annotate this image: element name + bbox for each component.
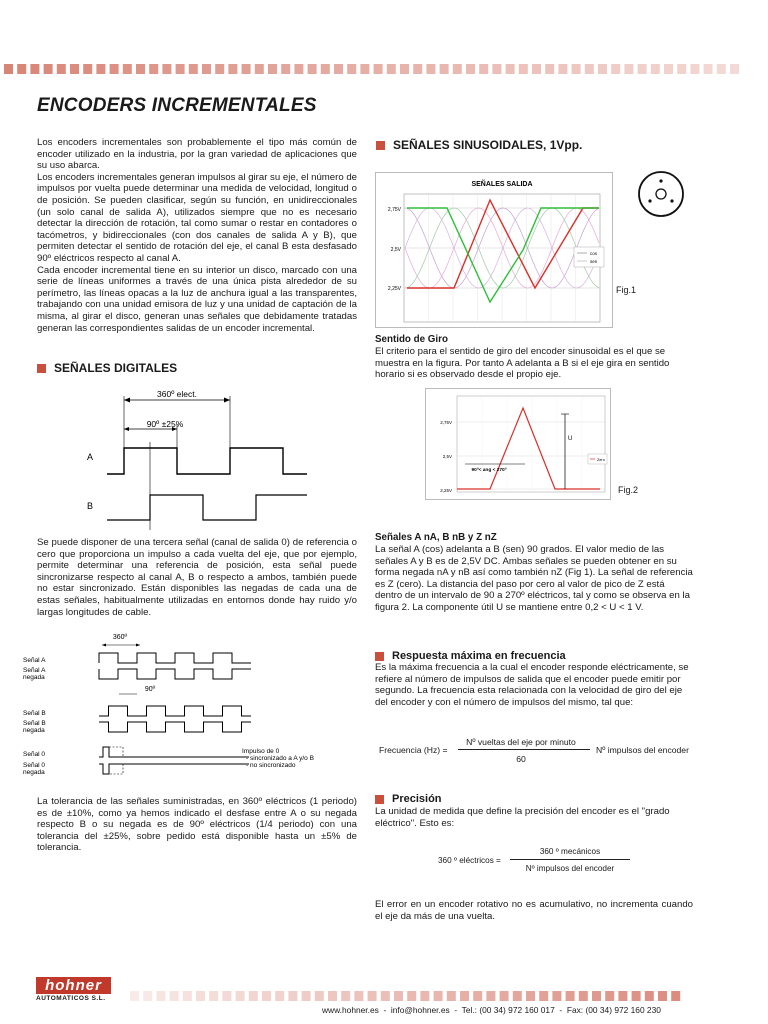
decor-block [651, 64, 660, 74]
decor-block [434, 991, 443, 1001]
decor-block [704, 64, 713, 74]
fig1-legend-sen: sen [590, 259, 598, 264]
decor-block [387, 64, 396, 74]
decor-block [228, 64, 237, 74]
decor-block [605, 991, 614, 1001]
formula-prec-line [510, 859, 630, 860]
max-frequency-text: Es la máxima frecuencia a la cual el encoder responde eléctricamente, se refiere al número de impulsos de salida que el encoder puede emitir por segundo. La frecuencia esta relacionada con la velocidad de giro del eje del encoder y con el número de impulsos del mismo, tal que: [375, 662, 689, 708]
sentido-giro-text: El criterio para el sentido de giro del encoder sinusoidal es el que se muestra en la figura. Por tanto A adelanta a B si el eje gira en sentido horario si es observado desde el propio eje. [375, 346, 670, 381]
decor-block [83, 64, 92, 74]
decor-block [658, 991, 667, 1001]
decor-block [156, 991, 165, 1001]
section-bullet-icon [37, 364, 46, 373]
decor-block [215, 64, 224, 74]
logo-subtitle: AUTOMATICOS S.L. [36, 995, 106, 1002]
decor-block [183, 991, 192, 1001]
hohner-logo: hohner [36, 977, 111, 994]
decor-block [30, 64, 39, 74]
decor-block [492, 64, 501, 74]
timing-wave [99, 722, 251, 732]
digital-waveform-diagram [37, 382, 357, 532]
decor-block [592, 991, 601, 1001]
digital-signals-heading [37, 361, 177, 375]
timing-label-90: 90º [144, 686, 156, 693]
reference-signal-text: Se puede disponer de una tercera señal (canal de salida 0) de referencia o cero que proporciona un impulso a cada vuelta del eje, que por ejemplo, permite determinar una referencia de posición, esta señal puede sincronizarse respecto al canal A, B o respecto a ambos, también puede no estar sincronizado. Están disponibles las negadas de cada una de estas señales, habitualmente utilizadas en entornos donde hay ruido y/o largas longitudes de cable. [37, 537, 357, 618]
waveform-b [107, 495, 307, 520]
decor-block [334, 64, 343, 74]
decor-block [671, 991, 680, 1001]
decor-block [281, 64, 290, 74]
precision-heading [375, 793, 442, 805]
channel-timing-diagram [23, 628, 357, 788]
decor-block [308, 64, 317, 74]
decor-block [196, 991, 205, 1001]
decor-block [552, 991, 561, 1001]
fig2-ylabel-mid: 2,5V [442, 454, 452, 459]
decor-block [202, 64, 211, 74]
timing-row-label: Señal 0 [23, 762, 46, 769]
sinusoidal-heading [376, 138, 582, 152]
decor-block [4, 64, 13, 74]
decor-block [123, 64, 132, 74]
fig2-legend-zero: Zero [597, 458, 605, 462]
fig1-ylabel-low: 2,25V [387, 286, 401, 292]
decor-block [209, 991, 218, 1001]
decor-block [315, 991, 324, 1001]
label-360-elect: 360º elect. [157, 389, 197, 399]
formula-freq-line [458, 749, 590, 750]
timing-zero-neg-dashed [109, 764, 123, 774]
formula-freq-rhs: Nº impulsos del encoder [596, 745, 689, 755]
formula-freq-numerator: Nº vueltas del eje por minuto [466, 737, 576, 747]
decor-block [136, 64, 145, 74]
decor-block [110, 64, 119, 74]
pulse-note-2: - sincronizado a A y/o B [246, 755, 314, 762]
decor-block [519, 64, 528, 74]
decor-block [598, 64, 607, 74]
decor-block [302, 991, 311, 1001]
frequency-formula [375, 736, 715, 772]
timing-wave [99, 669, 251, 679]
decor-block [368, 991, 377, 1001]
formula-prec-numerator: 360 º mecánicos [539, 847, 601, 856]
decor-block [130, 991, 139, 1001]
timing-row-label: Señal B [23, 720, 46, 727]
decor-block [717, 64, 726, 74]
decor-block [347, 64, 356, 74]
top-decor-bar [0, 62, 768, 76]
decor-block [381, 991, 390, 1001]
decor-block [513, 991, 522, 1001]
decor-block [632, 991, 641, 1001]
decor-block [526, 991, 535, 1001]
decor-block [176, 64, 185, 74]
signals-anb-title: Señales A nA, B nB y Z nZ [375, 532, 497, 543]
decor-block [664, 64, 673, 74]
decor-block [460, 991, 469, 1001]
timing-wave [99, 653, 251, 663]
decor-block [500, 991, 509, 1001]
sinusoidal-title: SEÑALES SINUSOIDALES, 1Vpp. [393, 138, 583, 152]
decor-block [360, 64, 369, 74]
formula-freq-lhs: Frecuencia (Hz) = [379, 745, 448, 755]
decor-block [57, 64, 66, 74]
timing-wave-zero [99, 747, 249, 757]
decor-block [407, 991, 416, 1001]
decor-block [294, 64, 303, 74]
decor-block [321, 64, 330, 74]
timing-row-label: Señal B [23, 710, 46, 717]
decor-block [532, 64, 541, 74]
decor-block [624, 64, 633, 74]
decor-block [638, 64, 647, 74]
page-title: ENCODERS INCREMENTALES [37, 95, 317, 116]
decor-block [566, 991, 575, 1001]
fig1-legend [574, 247, 604, 267]
decor-block [558, 64, 567, 74]
decor-block [374, 64, 383, 74]
formula-prec-denominator: Nº impulsos del encoder [525, 864, 615, 873]
decor-block [170, 991, 179, 1001]
timing-wave [99, 706, 251, 716]
bottom-decor-bar [130, 989, 690, 1003]
label-channel-a: A [87, 452, 94, 462]
intro-paragraph-1: Los encoders incrementales son probablemente el tipo más común de encoder utilizado en la industria, por la gran variedad de aplicaciones que su uso abarca. [37, 137, 357, 172]
fig2-u-label: U [568, 436, 573, 442]
decor-block [354, 991, 363, 1001]
fig2-zero-signal-chart [425, 388, 611, 500]
timing-wave-zero-neg [99, 764, 249, 774]
fig1-output-signals-chart [375, 172, 613, 328]
decor-block [677, 64, 686, 74]
decor-block [394, 991, 403, 1001]
decor-block [506, 64, 515, 74]
decor-block [473, 991, 482, 1001]
timing-row-label: Señal 0 [23, 751, 46, 758]
decor-block [579, 991, 588, 1001]
max-frequency-heading [375, 650, 566, 662]
fig1-caption: Fig.1 [616, 285, 637, 295]
formula-prec-lhs: 360 º eléctricos = [438, 856, 501, 865]
decor-block [255, 64, 264, 74]
pulse-note-3: - no sincronizado [246, 762, 296, 769]
decor-block [400, 64, 409, 74]
decor-block [242, 64, 251, 74]
decor-block [149, 64, 158, 74]
encoder-disc-icon [632, 170, 690, 218]
precision-formula [438, 847, 638, 879]
fig1-ylabel-mid: 2,5V [390, 247, 401, 253]
formula-freq-denominator: 60 [516, 754, 526, 764]
section-bullet-icon [376, 141, 385, 150]
decor-block [262, 991, 271, 1001]
error-text: El error en un encoder rotativo no es acumulativo, no incrementa cuando el eje da más de una vuelta. [375, 899, 693, 922]
section-bullet-icon [375, 652, 384, 661]
decor-block [143, 991, 152, 1001]
section-bullet-icon [375, 795, 384, 804]
decor-block [545, 64, 554, 74]
fig2-ylabel-high: 2,75V [440, 420, 452, 425]
label-channel-b: B [87, 501, 94, 511]
decor-block [690, 64, 699, 74]
decor-block [618, 991, 627, 1001]
fig2-ylabel-low: 2,25V [440, 488, 452, 493]
decor-block [96, 64, 105, 74]
decor-block [288, 991, 297, 1001]
decor-block [645, 991, 654, 1001]
digital-signals-title: SEÑALES DIGITALES [54, 361, 178, 375]
decor-block [466, 64, 475, 74]
fig2-caption: Fig.2 [618, 485, 639, 495]
decor-block [453, 64, 462, 74]
precision-title: Precisión [392, 793, 442, 805]
decor-block [440, 64, 449, 74]
tolerance-text: La tolerancia de las señales suministradas, en 360º eléctricos (1 periodo) es de ±10%, como ya hemos indicado el desfase entre A o su negada respecto B o su negada es de 90º eléctricos (1/4 periodo) con una tolerancia del ±25%, sobre pedido está disponible hasta un ±5% de tolerancia. [37, 796, 357, 854]
footer-contact: www.hohner.es - info@hohner.es - Tel.: (00 34) 972 160 017 - Fax: (00 34) 972 160 230 [322, 1005, 661, 1015]
timing-row-label-sub: negada [23, 769, 45, 776]
decor-block [479, 64, 488, 74]
timing-row-label: Señal A [23, 657, 46, 664]
timing-row-label-sub: negada [23, 674, 45, 681]
pulse-note-1: Impulso de 0 [242, 748, 280, 755]
timing-row-label: Señal A [23, 667, 46, 674]
decor-block [486, 991, 495, 1001]
decor-block [268, 64, 277, 74]
decor-block [162, 64, 171, 74]
fig1-ylabel-high: 2,75V [387, 207, 401, 213]
intro-text [37, 137, 357, 334]
decor-block [222, 991, 231, 1001]
decor-block [328, 991, 337, 1001]
decor-block [275, 991, 284, 1001]
timing-zero-dashed [109, 747, 123, 757]
decor-block [730, 64, 739, 74]
decor-block [236, 991, 245, 1001]
decor-block [426, 64, 435, 74]
decor-block [611, 64, 620, 74]
signals-anb-text: La señal A (cos) adelanta a B (sen) 90 grados. El valor medio de las señales A y B es de 2,5V DC. Ambas señales se pueden obtener en su forma negada nA y nB así como también nZ (Fig 1). La señal de referencia es Z (cero). La distancia del paso por cero al valor de pico de Z está dentro de un intervalo de 90 a 270º eléctricos, tal y como se observa en la figura 2. La componente útil U se mantiene entre 0,2 < U < 1 V. [375, 544, 693, 613]
decor-block [420, 991, 429, 1001]
fig1-legend-cos: cos [590, 251, 598, 256]
timing-row-label-sub: negada [23, 727, 45, 734]
decor-block [585, 64, 594, 74]
decor-block [17, 64, 26, 74]
max-frequency-title: Respuesta máxima en frecuencia [392, 650, 566, 662]
decor-block [44, 64, 53, 74]
decor-block [341, 991, 350, 1001]
sentido-giro-title: Sentido de Giro [375, 334, 448, 345]
decor-block [572, 64, 581, 74]
decor-block [70, 64, 79, 74]
decor-block [249, 991, 258, 1001]
timing-label-360: 360º [112, 634, 128, 641]
decor-block [447, 991, 456, 1001]
label-90-deg: 90º ±25% [146, 419, 184, 429]
fig2-angle-label: 90º< ang < 270º [471, 468, 507, 473]
precision-text: La unidad de medida que define la precisión del encoder es el "grado eléctrico". Esto es: [375, 806, 670, 829]
decor-block [413, 64, 422, 74]
intro-paragraph-3: Cada encoder incremental tiene en su interior un disco, marcado con una serie de líneas uniformes a través de una única pista alrededor de su perímetro, las líneas opacas a la luz de anchura igual a las transparentes, trabajando con una unidad emisora de luz y una unidad de captación de la misma, al girar el disco, generan unas señales que debidamente tratadas generan las correspondientes salidas de un encoder incremental. [37, 264, 357, 334]
intro-paragraph-2: Los encoders incrementales generan impulsos al girar su eje, el número de impulsos por vuelta puede determinar una medida de velocidad, longitud o de posición. Se pueden clasificar, según su función, en unidireccionales (un solo canal de salida A), utilizados siempre que no es necesario detectar la dirección de rotación, tal como sumar o restar en contadores o tacómetros, y bidireccionales (con dos canales de salida A y B), que permiten detectar el sentido de rotación del eje, el canal B esta desfasado 90º eléctricos respecto al canal A. [37, 171, 357, 264]
fig1-chart-title: SEÑALES SALIDA [471, 181, 533, 188]
waveform-a [107, 448, 307, 474]
decor-block [539, 991, 548, 1001]
decor-block [189, 64, 198, 74]
